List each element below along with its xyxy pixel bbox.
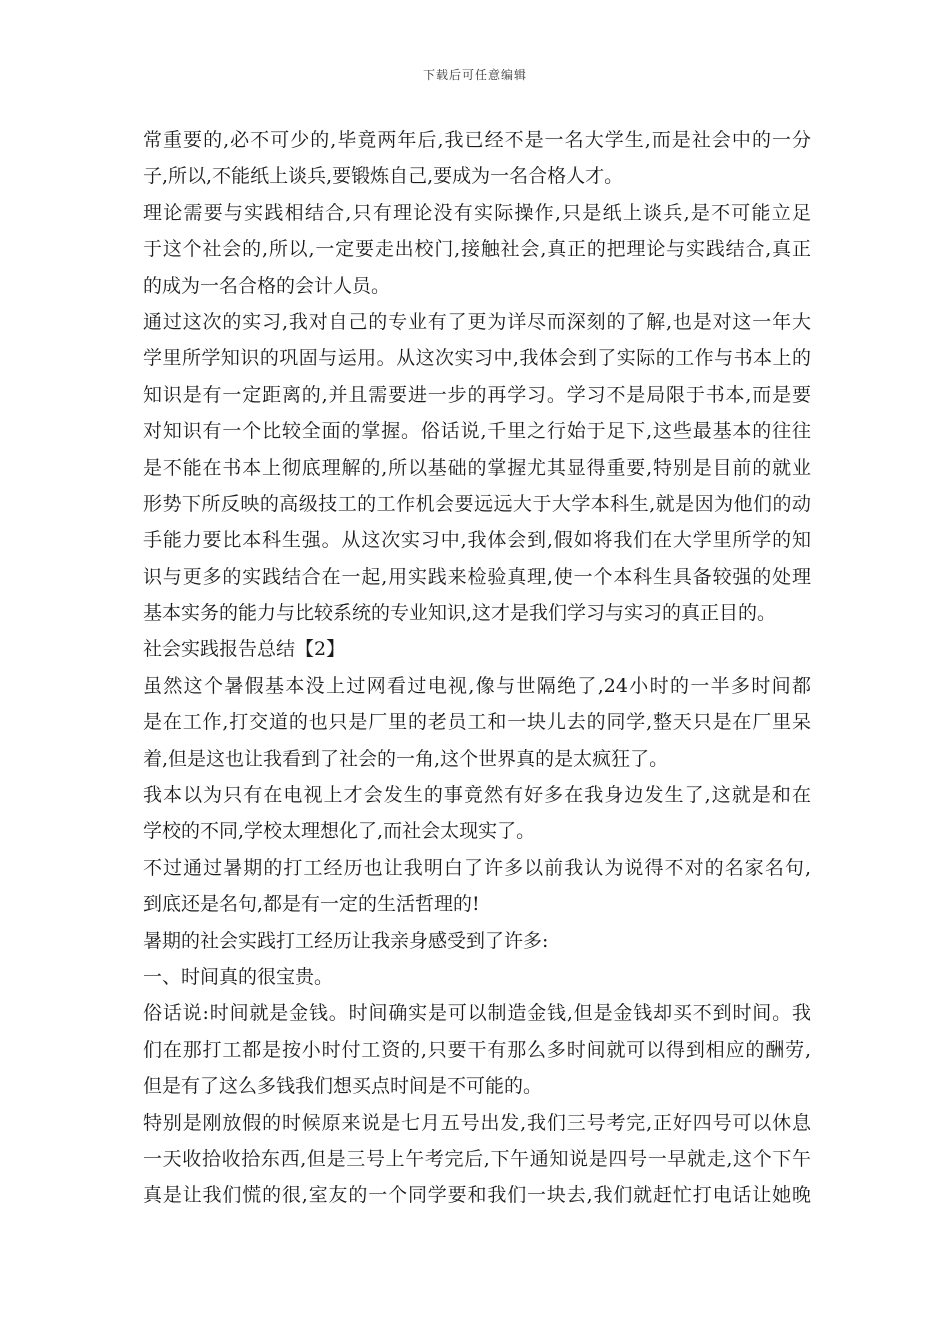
text-line: 社会实践报告总结【2】 (143, 638, 346, 661)
text-line: 真是让我们慌的很,室友的一个同学要和我们一块去,我们就赶忙打电话让她晚 (143, 1184, 811, 1207)
paragraph (143, 850, 811, 923)
text-line: 于这个社会的,所以,一定要走出校门,接触社会,真正的把理论与实践结合,真正 (143, 238, 811, 261)
document-body (143, 122, 811, 1214)
text-line: 学里所学知识的巩固与运用。从这次实习中,我体会到了实际的工作与书本上的 (143, 347, 811, 370)
paragraph (143, 959, 811, 995)
text-line: 我本以为只有在电视上才会发生的事竟然有好多在我身边发生了,这就是和在 (143, 784, 811, 807)
paragraph (143, 631, 811, 667)
text-line: 理论需要与实践相结合,只有理论没有实际操作,只是纸上谈兵,是不可能立足 (143, 201, 811, 224)
text-line: 形势下所反映的高级技工的工作机会要远远大于大学本科生,就是因为他们的动 (143, 492, 811, 515)
text-line: 学校的不同,学校太理想化了,而社会太现实了。 (143, 820, 536, 843)
text-line: 基本实务的能力与比较系统的专业知识,这才是我们学习与实习的真正目的。 (143, 602, 777, 625)
paragraph (143, 777, 811, 850)
text-line: 虽然这个暑假基本没上过网看过电视,像与世隔绝了,24小时的一半多时间都 (143, 674, 811, 697)
text-line: 一、时间真的很宝贵。 (143, 965, 334, 988)
text-line: 常重要的,必不可少的,毕竟两年后,我已经不是一名大学生,而是社会中的一分 (143, 129, 811, 151)
text-line: 们在那打工都是按小时付工资的,只要干有那么多时间就可以得到相应的酬劳, (143, 1038, 811, 1061)
paragraph (143, 195, 811, 304)
text-line: 到底还是名句,都是有一定的生活哲理的! (143, 893, 480, 916)
page-header: 下载后可任意编辑 (422, 68, 527, 82)
text-line: 对知识有一个比较全面的掌握。俗话说,千里之行始于足下,这些最基本的往往 (143, 420, 811, 443)
paragraph (143, 995, 811, 1104)
text-line: 子,所以,不能纸上谈兵,要锻炼自己,要成为一名合格人才。 (143, 165, 624, 188)
text-line: 手能力要比本科生强。从这次实习中,我体会到,假如将我们在大学里所学的知 (143, 529, 811, 552)
text-line: 着,但是这也让我看到了社会的一角,这个世界真的是太疯狂了。 (143, 747, 669, 770)
paragraph (143, 668, 811, 777)
paragraph (143, 1105, 811, 1214)
text-line: 的成为一名合格的会计人员。 (143, 274, 391, 297)
text-line: 是不能在书本上彻底理解的,所以基础的掌握尤其显得重要,特别是目前的就业 (143, 456, 811, 479)
text-line: 俗话说:时间就是金钱。时间确实是可以制造金钱,但是金钱却买不到时间。我 (143, 1002, 811, 1025)
text-line: 是在工作,打交道的也只是厂里的老员工和一块儿去的同学,整天只是在厂里呆 (143, 711, 811, 734)
text-line: 一天收拾收拾东西,但是三号上午考完后,下午通知说是四号一早就走,这个下午 (143, 1147, 811, 1170)
text-line: 识与更多的实践结合在一起,用实践来检验真理,使一个本科生具备较强的处理 (143, 565, 811, 588)
text-line: 知识是有一定距离的,并且需要进一步的再学习。学习不是局限于书本,而是要 (143, 383, 811, 406)
text-line: 通过这次的实习,我对自己的专业有了更为详尽而深刻的了解,也是对这一年大 (143, 310, 811, 333)
paragraph (143, 304, 811, 632)
text-line: 暑期的社会实践打工经历让我亲身感受到了许多: (143, 929, 549, 952)
text-line: 不过通过暑期的打工经历也让我明白了许多以前我认为说得不对的名家名句, (143, 856, 811, 879)
text-line: 但是有了这么多钱我们想买点时间是不可能的。 (143, 1075, 543, 1098)
text-line: 特别是刚放假的时候原来说是七月五号出发,我们三号考完,正好四号可以休息 (143, 1111, 811, 1134)
paragraph (143, 122, 811, 195)
paragraph (143, 923, 811, 959)
